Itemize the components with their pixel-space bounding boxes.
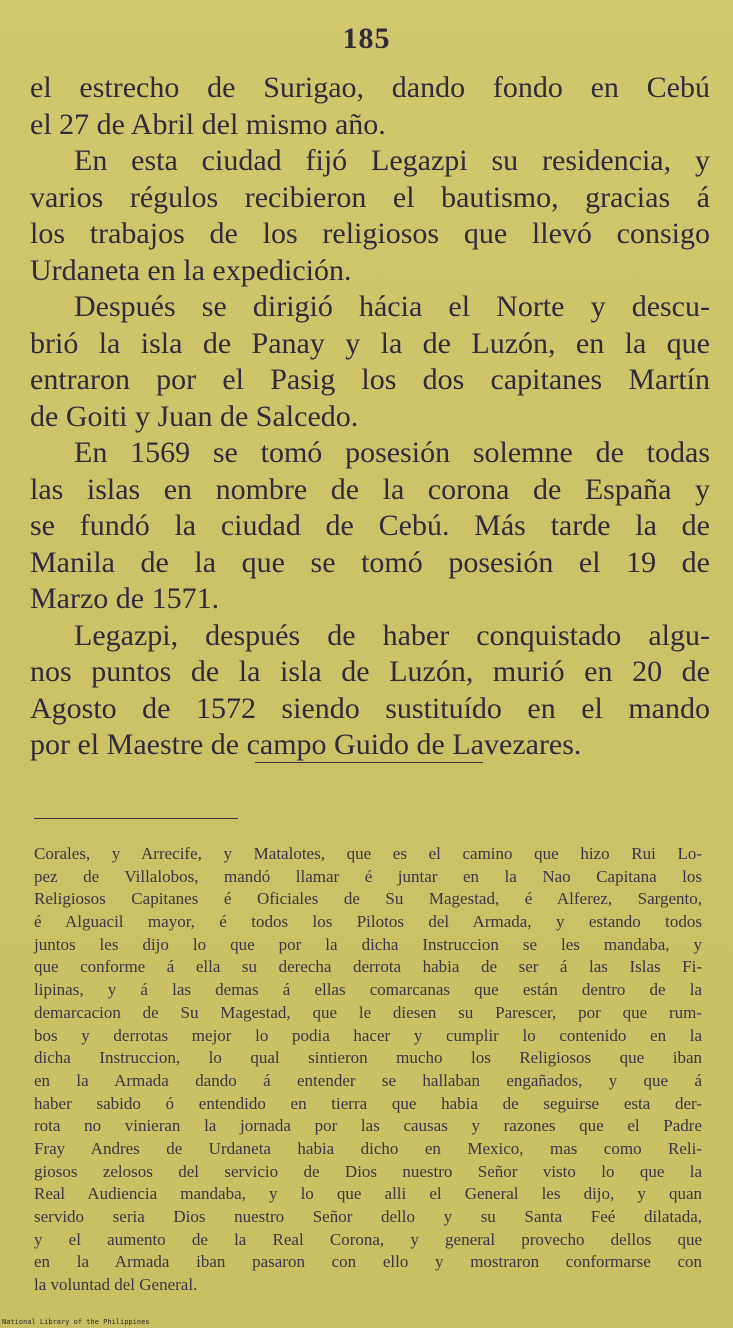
section-divider	[255, 762, 483, 763]
footnote-line: Fray Andres de Urdaneta habia dicho en Mexico, mas como Reli-	[34, 1138, 702, 1158]
scan-credit: National Library of the Philippines	[2, 1318, 150, 1326]
footnote-line: demarcacion de Su Magestad, que le diesen su Parescer, por que rum-	[34, 1002, 702, 1022]
page-number: 185	[342, 22, 391, 55]
footnote	[34, 843, 702, 1297]
body-line: Marzo de 1571.	[30, 582, 220, 615]
body-line: Agosto de 1572 siendo sustituído en el mando	[30, 691, 710, 725]
body-line: En 1569 se tomó posesión solemne de todas	[74, 436, 710, 469]
footnote-line: la voluntad del General.	[34, 1275, 198, 1295]
body-line: Legazpi, después de haber conquistado algu-	[74, 618, 710, 652]
footnote-line: lipinas, y á las demas á ellas comarcanas que están dentro de la	[34, 980, 702, 1000]
body-line: se fundó la ciudad de Cebú. Más tarde la de	[30, 509, 710, 542]
body-line: nos puntos de la isla de Luzón, murió en 20 de	[30, 655, 710, 688]
body-line: entraron por el Pasig los dos capitanes Martín	[30, 363, 710, 396]
body-text	[30, 70, 710, 764]
body-line: brió la isla de Panay y la de Luzón, en la que	[30, 326, 710, 360]
body-line: las islas en nombre de la corona de España y	[30, 472, 710, 506]
body-line: el estrecho de Surigao, dando fondo en Cebú	[30, 71, 710, 104]
body-line: por el Maestre de campo Guido de Lavezares.	[30, 728, 582, 761]
body-line: Manila de la que se tomó posesión el 19 de	[30, 545, 710, 579]
footnote-line: en la Armada iban pasaron con ello y mostraron conformarse con	[34, 1252, 702, 1272]
footnote-line: dicha Instruccion, lo qual sintieron mucho los Religiosos que iban	[34, 1048, 702, 1068]
footnote-line: Real Audiencia mandaba, y lo que alli el General les dijo, y quan	[34, 1184, 702, 1204]
body-line: Urdaneta en la expedición.	[30, 253, 352, 287]
footnote-line: haber sabido ó entendido en tierra que habia de seguirse esta der-	[34, 1093, 702, 1113]
footnote-line: pez de Villalobos, mandó llamar é juntar en la Nao Capitana los	[34, 866, 702, 886]
footnote-line: Corales, y Arrecife, y Matalotes, que es el camino que hizo Rui Lo-	[34, 844, 702, 863]
body-line: varios régulos recibieron el bautismo, gracias á	[30, 180, 710, 214]
footnote-line: giosos zelosos del servicio de Dios nuestro Señor visto lo que la	[34, 1161, 702, 1181]
footnote-line: servido seria Dios nuestro Señor dello y su Santa Feé dilatada,	[34, 1207, 702, 1226]
footnote-line: juntos les dijo lo que por la dicha Instruccion se les mandaba, y	[34, 934, 702, 954]
footnote-line: Religiosos Capitanes é Oficiales de Su Magestad, é Alferez, Sargento,	[34, 889, 702, 909]
body-line: el 27 de Abril del mismo año.	[30, 107, 386, 141]
footnote-line: y el aumento de la Real Corona, y general provecho dellos que	[34, 1229, 702, 1249]
footnote-line: que conforme á ella su derecha derrota habia de ser á las Islas Fi-	[34, 957, 702, 977]
footnote-line: é Alguacil mayor, é todos los Pilotos del Armada, y estando todos	[34, 912, 702, 932]
footnote-line: bos y derrotas mejor lo podia hacer y cumplir lo contenido en la	[34, 1025, 702, 1045]
footnote-line: en la Armada dando á entender se hallaban engañados, y que á	[34, 1070, 702, 1090]
body-line: de Goiti y Juan de Salcedo.	[30, 399, 359, 433]
body-line: En esta ciudad fijó Legazpi su residencia, y	[74, 144, 710, 177]
footnote-divider	[34, 818, 238, 819]
body-line: los trabajos de los religiosos que llevó consigo	[30, 217, 710, 250]
body-line: Después se dirigió hácia el Norte y descu-	[74, 290, 710, 323]
footnote-line: rota no vinieran la jornada por las causas y razones que el Padre	[34, 1116, 702, 1136]
